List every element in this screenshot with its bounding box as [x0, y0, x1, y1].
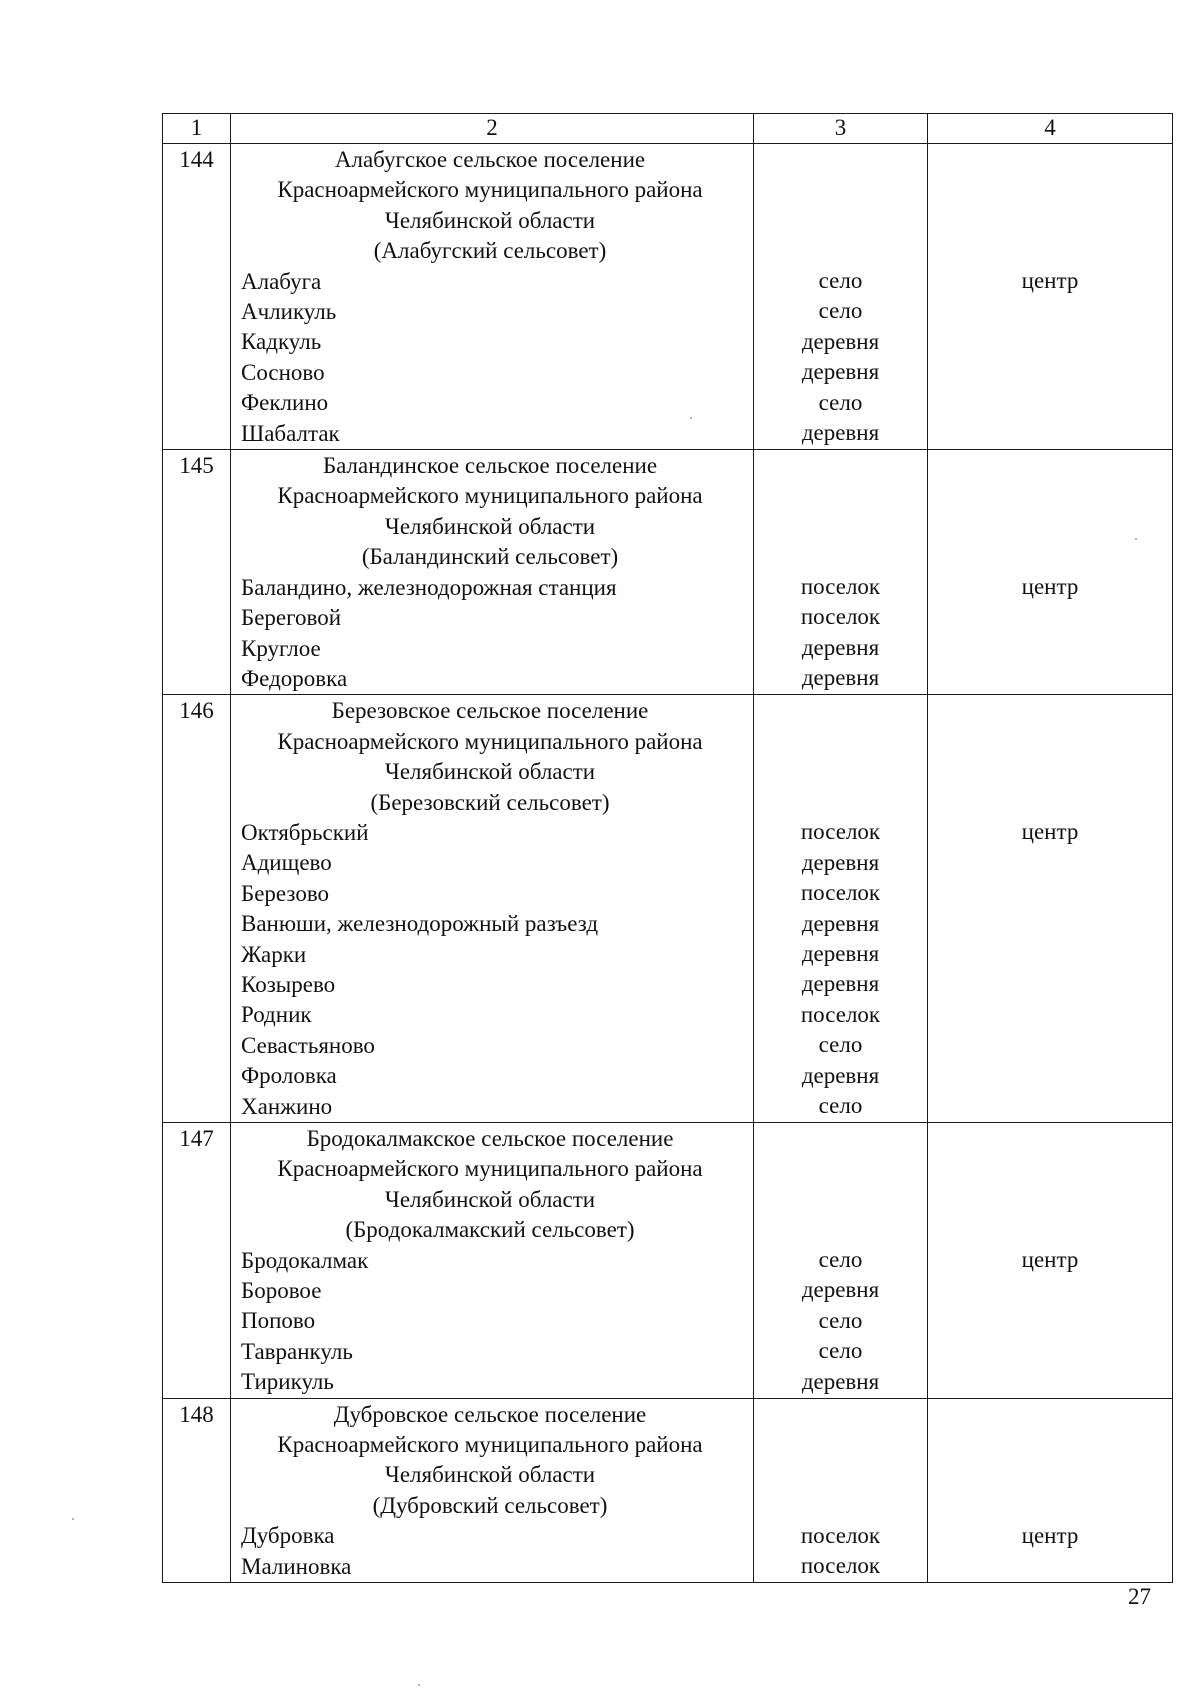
header-cell-2: 2 — [231, 114, 754, 144]
settlement-type: село — [818, 1307, 863, 1333]
settlement-type: деревня — [801, 634, 880, 660]
settlement-type: поселок — [800, 574, 881, 600]
settlement-types-cell — [754, 1398, 928, 1582]
row-number: 147 — [163, 1123, 231, 1399]
settlement-types-cell — [754, 450, 928, 695]
scan-speck — [72, 1518, 74, 1520]
settlement-type: деревня — [801, 1368, 880, 1394]
settlement-heading-line: Красноармейского муниципального района — [277, 483, 703, 509]
settlement-type: поселок — [800, 1553, 881, 1579]
settlement-heading-line: Челябинской области — [384, 207, 596, 233]
settlement-heading-line: (Баландинский сельсовет) — [361, 544, 619, 570]
settlement-names-cell — [231, 1123, 754, 1399]
center-cell — [928, 1398, 1173, 1582]
settlement-name: Березово — [241, 880, 330, 906]
center-label: центр — [1021, 819, 1079, 845]
settlement-name: Октябрьский — [241, 819, 369, 845]
settlement-heading-line: Челябинской области — [384, 1462, 596, 1488]
table-row — [163, 1398, 1173, 1582]
page-number: 27 — [1128, 1584, 1151, 1609]
settlement-heading-line: Красноармейского муниципального района — [277, 728, 703, 754]
settlement-type: село — [818, 1247, 863, 1272]
settlement-heading-line: (Бродокалмакский сельсовет) — [345, 1217, 635, 1243]
table-row — [163, 144, 1173, 450]
settlement-heading-line: Красноармейского муниципального района — [277, 177, 703, 203]
settlement-name: Кадкуль — [241, 329, 322, 355]
settlement-type: село — [818, 389, 863, 415]
settlement-type: село — [818, 1338, 863, 1364]
settlement-heading-line: Баландинское сельское поселение — [322, 453, 658, 479]
settlement-type: село — [818, 268, 863, 293]
settlement-heading-line: (Дубровский сельсовет) — [372, 1492, 608, 1518]
center-label: центр — [1021, 1522, 1079, 1548]
settlement-type: деревня — [801, 940, 880, 966]
center-cell — [928, 144, 1173, 450]
center-cell — [928, 1123, 1173, 1399]
settlement-name: Тавранкуль — [241, 1338, 353, 1364]
row-number: 145 — [163, 450, 231, 695]
settlement-name: Тирикуль — [241, 1369, 334, 1395]
header-cell-4: 4 — [928, 114, 1173, 144]
settlement-heading-line: Бродокалмакское сельское поселение — [306, 1126, 674, 1151]
center-cell — [928, 695, 1173, 1123]
settlement-heading-line: (Алабугский сельсовет) — [373, 238, 607, 264]
center-label: центр — [1021, 268, 1079, 293]
settlement-name: Круглое — [241, 635, 321, 661]
table-header-row — [163, 114, 1173, 144]
settlement-type: поселок — [800, 604, 881, 630]
settlement-name: Севастьяново — [241, 1032, 375, 1058]
settlement-type: поселок — [800, 880, 881, 906]
settlement-name: Феклино — [241, 390, 329, 416]
table-row — [163, 695, 1173, 1123]
settlement-name: Сосново — [241, 359, 325, 385]
settlement-types-cell — [754, 1123, 928, 1399]
settlement-name: Алабуга — [241, 268, 322, 294]
settlement-heading-line: (Березовский сельсовет) — [370, 789, 610, 815]
settlement-type: деревня — [801, 1277, 880, 1303]
settlement-type: поселок — [800, 819, 881, 845]
settlement-heading-line: Алабугское сельское поселение — [334, 147, 646, 172]
settlement-name: Дубровка — [241, 1523, 335, 1549]
center-label: центр — [1021, 574, 1079, 600]
settlement-heading-line: Березовское сельское поселение — [331, 698, 649, 724]
settlement-name: Шабалтак — [241, 420, 340, 446]
table-row — [163, 450, 1173, 695]
settlement-name: Боровое — [241, 1278, 322, 1304]
settlement-name: Баландино, железнодорожная станция — [241, 574, 617, 600]
settlement-name: Ханжино — [241, 1093, 333, 1119]
center-label: центр — [1021, 1247, 1079, 1272]
settlement-type: деревня — [801, 420, 880, 446]
settlement-type: поселок — [800, 1001, 881, 1027]
header-cell-3: 3 — [754, 114, 928, 144]
settlement-type: село — [818, 1032, 863, 1058]
settlement-name: Родник — [241, 1002, 312, 1028]
row-number: 146 — [163, 695, 231, 1123]
settlement-type: деревня — [801, 328, 880, 354]
settlement-heading-line: Красноармейского муниципального района — [277, 1156, 703, 1182]
settlement-name: Адищево — [241, 850, 332, 876]
settlement-name: Береговой — [241, 605, 341, 631]
center-cell — [928, 450, 1173, 695]
settlement-type: деревня — [801, 359, 880, 385]
settlement-name: Жарки — [241, 941, 307, 967]
row-number: 148 — [163, 1398, 231, 1582]
settlement-types-cell — [754, 144, 928, 450]
settlement-type: деревня — [801, 910, 880, 936]
settlement-name: Ачликуль — [241, 299, 337, 325]
settlement-heading-line: Челябинской области — [384, 513, 596, 539]
settlement-type: деревня — [801, 849, 880, 875]
settlement-names-cell — [231, 695, 754, 1123]
settlement-type: деревня — [801, 971, 880, 997]
settlement-name: Фроловка — [241, 1063, 337, 1089]
scan-speck — [690, 417, 692, 419]
settlement-name: Козырево — [241, 971, 336, 997]
settlement-names-cell — [231, 144, 754, 450]
header-cell-1: 1 — [163, 114, 231, 144]
settlement-heading-line: Челябинской области — [384, 1186, 596, 1212]
settlement-type: село — [818, 298, 863, 324]
settlements-table — [162, 113, 1173, 1583]
settlement-name: Бродокалмак — [241, 1247, 369, 1273]
settlement-name: Ванюши, железнодорожный разъезд — [241, 911, 599, 937]
row-number: 144 — [163, 144, 231, 450]
settlement-names-cell — [231, 1398, 754, 1582]
scan-speck — [418, 1684, 420, 1686]
settlement-names-cell — [231, 450, 754, 695]
settlement-type: деревня — [801, 1062, 880, 1088]
settlement-heading-line: Челябинской области — [384, 759, 596, 785]
settlement-name: Федоровка — [241, 665, 348, 691]
table-row — [163, 1123, 1173, 1399]
settlement-name: Малиновка — [241, 1553, 352, 1579]
settlement-type: поселок — [800, 1522, 881, 1548]
scan-speck — [1135, 538, 1137, 540]
settlement-type: деревня — [801, 665, 880, 691]
settlement-types-cell — [754, 695, 928, 1123]
settlement-name: Попово — [241, 1308, 316, 1334]
settlement-type: село — [818, 1092, 863, 1118]
settlement-heading-line: Красноармейского муниципального района — [277, 1432, 703, 1458]
settlement-heading-line: Дубровское сельское поселение — [333, 1401, 647, 1427]
